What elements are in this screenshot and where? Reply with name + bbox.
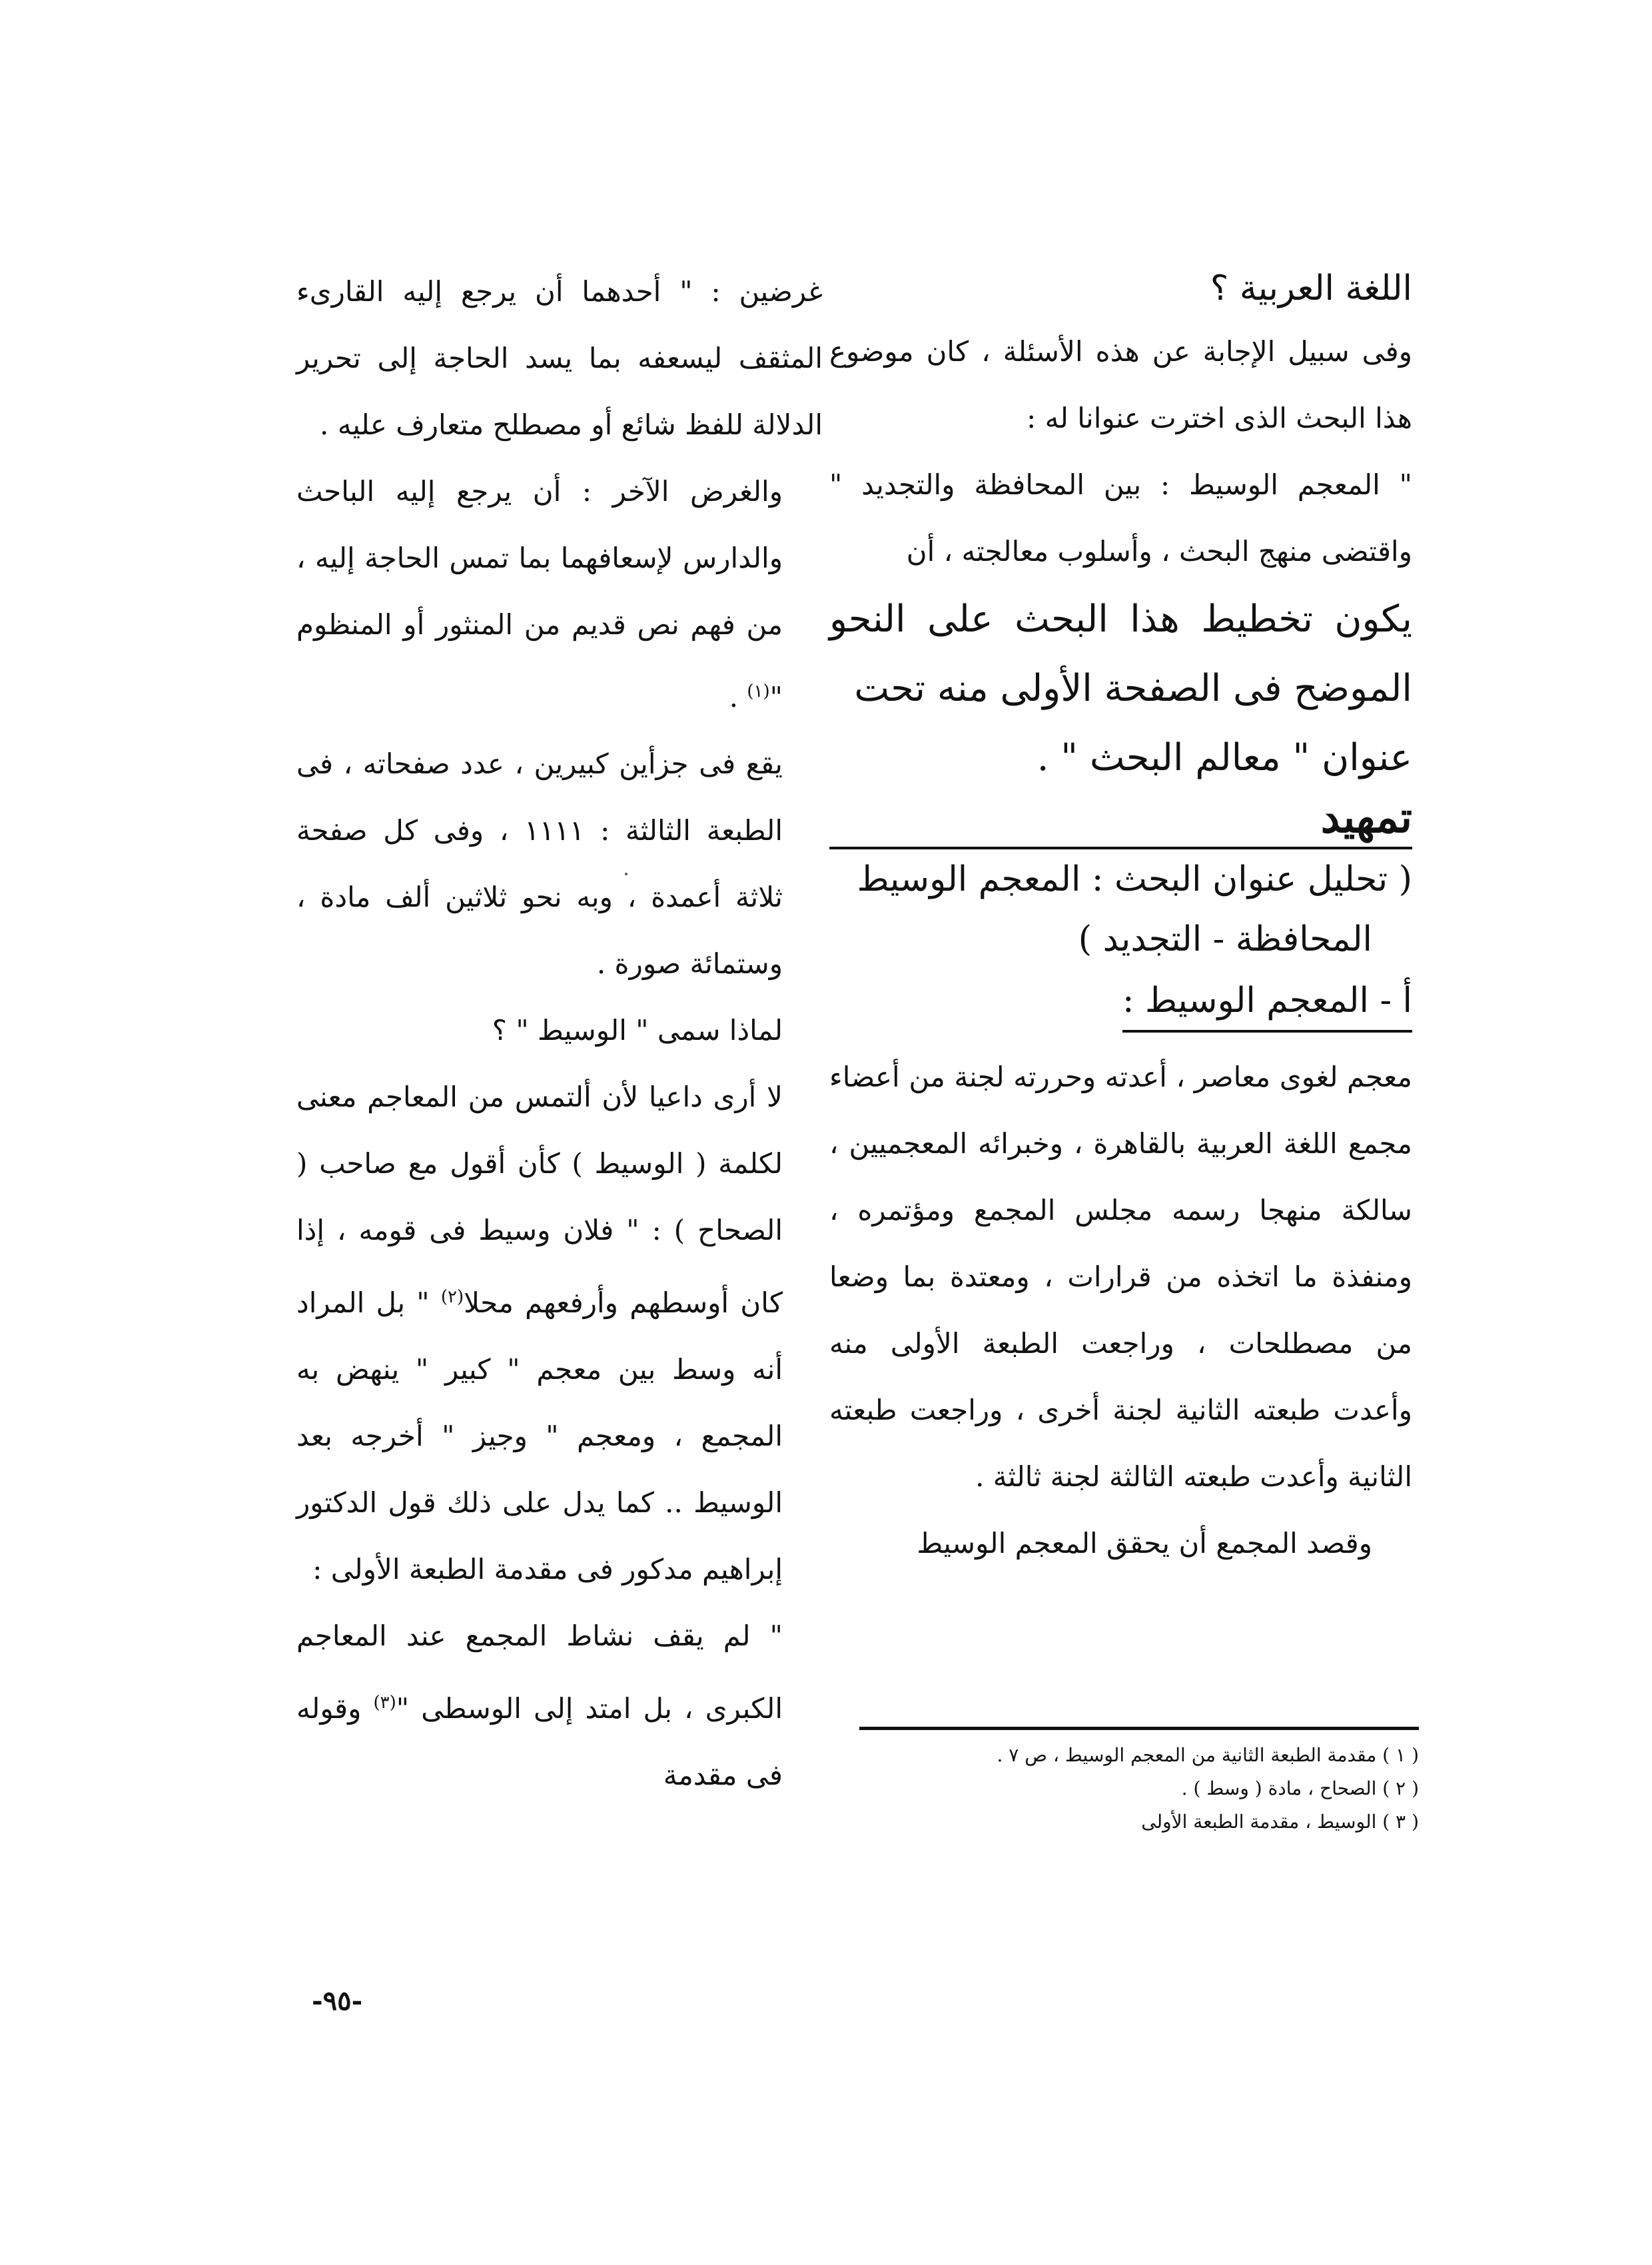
question-heading: لماذا سمى " الوسيط " ؟ xyxy=(492,1014,783,1047)
paragraph: يقع فى جزأين كبيرين ، عدد صفحاته ، فى الطبعة الثالثة : ١١١١ ، وفى كل صفحة ثلاثة أعمدة ، وبه نحو ثلاثين ألف مادة ، وستمائة صورة . xyxy=(296,747,783,980)
subheading-a: أ - المعجم الوسيط : xyxy=(1122,971,1412,1033)
footnote: ( ٢ ) الصحاح ، مادة ( وسط ) . xyxy=(1181,1777,1419,1799)
paragraph: والغرض الآخر : أن يرجع إليه الباحث والدارس لإسعافهما بما تمس الحاجة إليه ، من فهم نص قديم من المنثور أو المنظوم "$^{(١)}$ . xyxy=(296,475,783,713)
analysis-line-2: المحافظة - التجديد ) xyxy=(1078,919,1372,959)
footnotes xyxy=(859,1739,1419,1839)
paragraph: " المعجم الوسيط : بين المحافظة والتجديد " واقتضى منهج البحث ، وأسلوب معالجته ، أن xyxy=(829,468,1412,568)
paragraph: وقصد المجمع أن يحقق المعجم الوسيط xyxy=(917,1527,1372,1560)
scan-speck xyxy=(625,873,627,875)
paragraph: غرضين : " أحدهما أن يرجع إليه القارىء المثقف ليسعفه بما يسد الحاجة إلى تحرير الدلالة للفظ شائع أو مصطلح متعارف عليه . xyxy=(296,275,823,441)
paragraph: عنوان " معالم البحث " . xyxy=(1036,736,1412,779)
paragraph: وفى سبيل الإجابة عن هذه الأسئلة ، كان موضوع هذا البحث الذى اخترت عنوانا له : xyxy=(829,335,1412,434)
page-number: -٩٥- xyxy=(312,1985,363,2017)
quote: " لم يقف نشاط المجمع عند المعاجم الكبرى ، بل امتد إلى الوسطى "$^{(٣)}$ وقوله فى مقدمة xyxy=(296,1619,783,1791)
analysis-line-1: ( تحليل عنوان البحث : المعجم الوسيط xyxy=(857,859,1412,899)
footnote-ref: (٣) xyxy=(373,1693,396,1713)
paragraph: اللغة العربية ؟ xyxy=(1210,268,1412,308)
footnote: ( ٣ ) الوسيط ، مقدمة الطبعة الأولى xyxy=(1141,1811,1419,1833)
footnote-divider xyxy=(859,1727,1419,1730)
footnote-ref: (١) xyxy=(747,681,770,701)
section-heading-tamhid: تمهيد xyxy=(829,793,1412,849)
footnote: ( ١ ) مقدمة الطبعة الثانية من المعجم الوسيط ، ص ٧ . xyxy=(997,1744,1419,1766)
right-column xyxy=(829,258,1412,1577)
paragraph: يكون تخطيط هذا البحث على النحو الموضح فى الصفحة الأولى منه تحت xyxy=(829,598,1412,710)
left-column xyxy=(296,258,823,1809)
paragraph: معجم لغوى معاصر ، أعدته وحررته لجنة من أعضاء مجمع اللغة العربية بالقاهرة ، وخبرائه المعجميين ، سالكة منهجا رسمه مجلس المجمع ومؤتمره ، ومنفذة ما اتخذه من قرارات ، ومعتدة بما وضعا من مصطلحات ، وراجعت الطبعة الأولى منه وأعدت طبعته الثانية لجنة أخرى ، وراجعت طبعته الثانية وأعدت طبعته الثالثة لجنة ثالثة . xyxy=(829,1061,1412,1493)
footnote-ref: (٢) xyxy=(440,1287,464,1307)
paragraph: لا أرى داعيا لأن ألتمس من المعاجم معنى لكلمة ( الوسيط ) كأن أقول مع صاحب ( الصحاح ) : " فلان وسيط فى قومه ، إذا كان أوسطهم وأرفعهم محلا$^{(٢)}$ " بل المراد أنه وسط بين معجم " كبير " ينهض به المجمع ، ومعجم " وجيز " أخرجه بعد الوسيط .. كما يدل على ذلك قول الدكتور إبراهيم مدكور فى مقدمة الطبعة الأولى : xyxy=(296,1081,783,1586)
